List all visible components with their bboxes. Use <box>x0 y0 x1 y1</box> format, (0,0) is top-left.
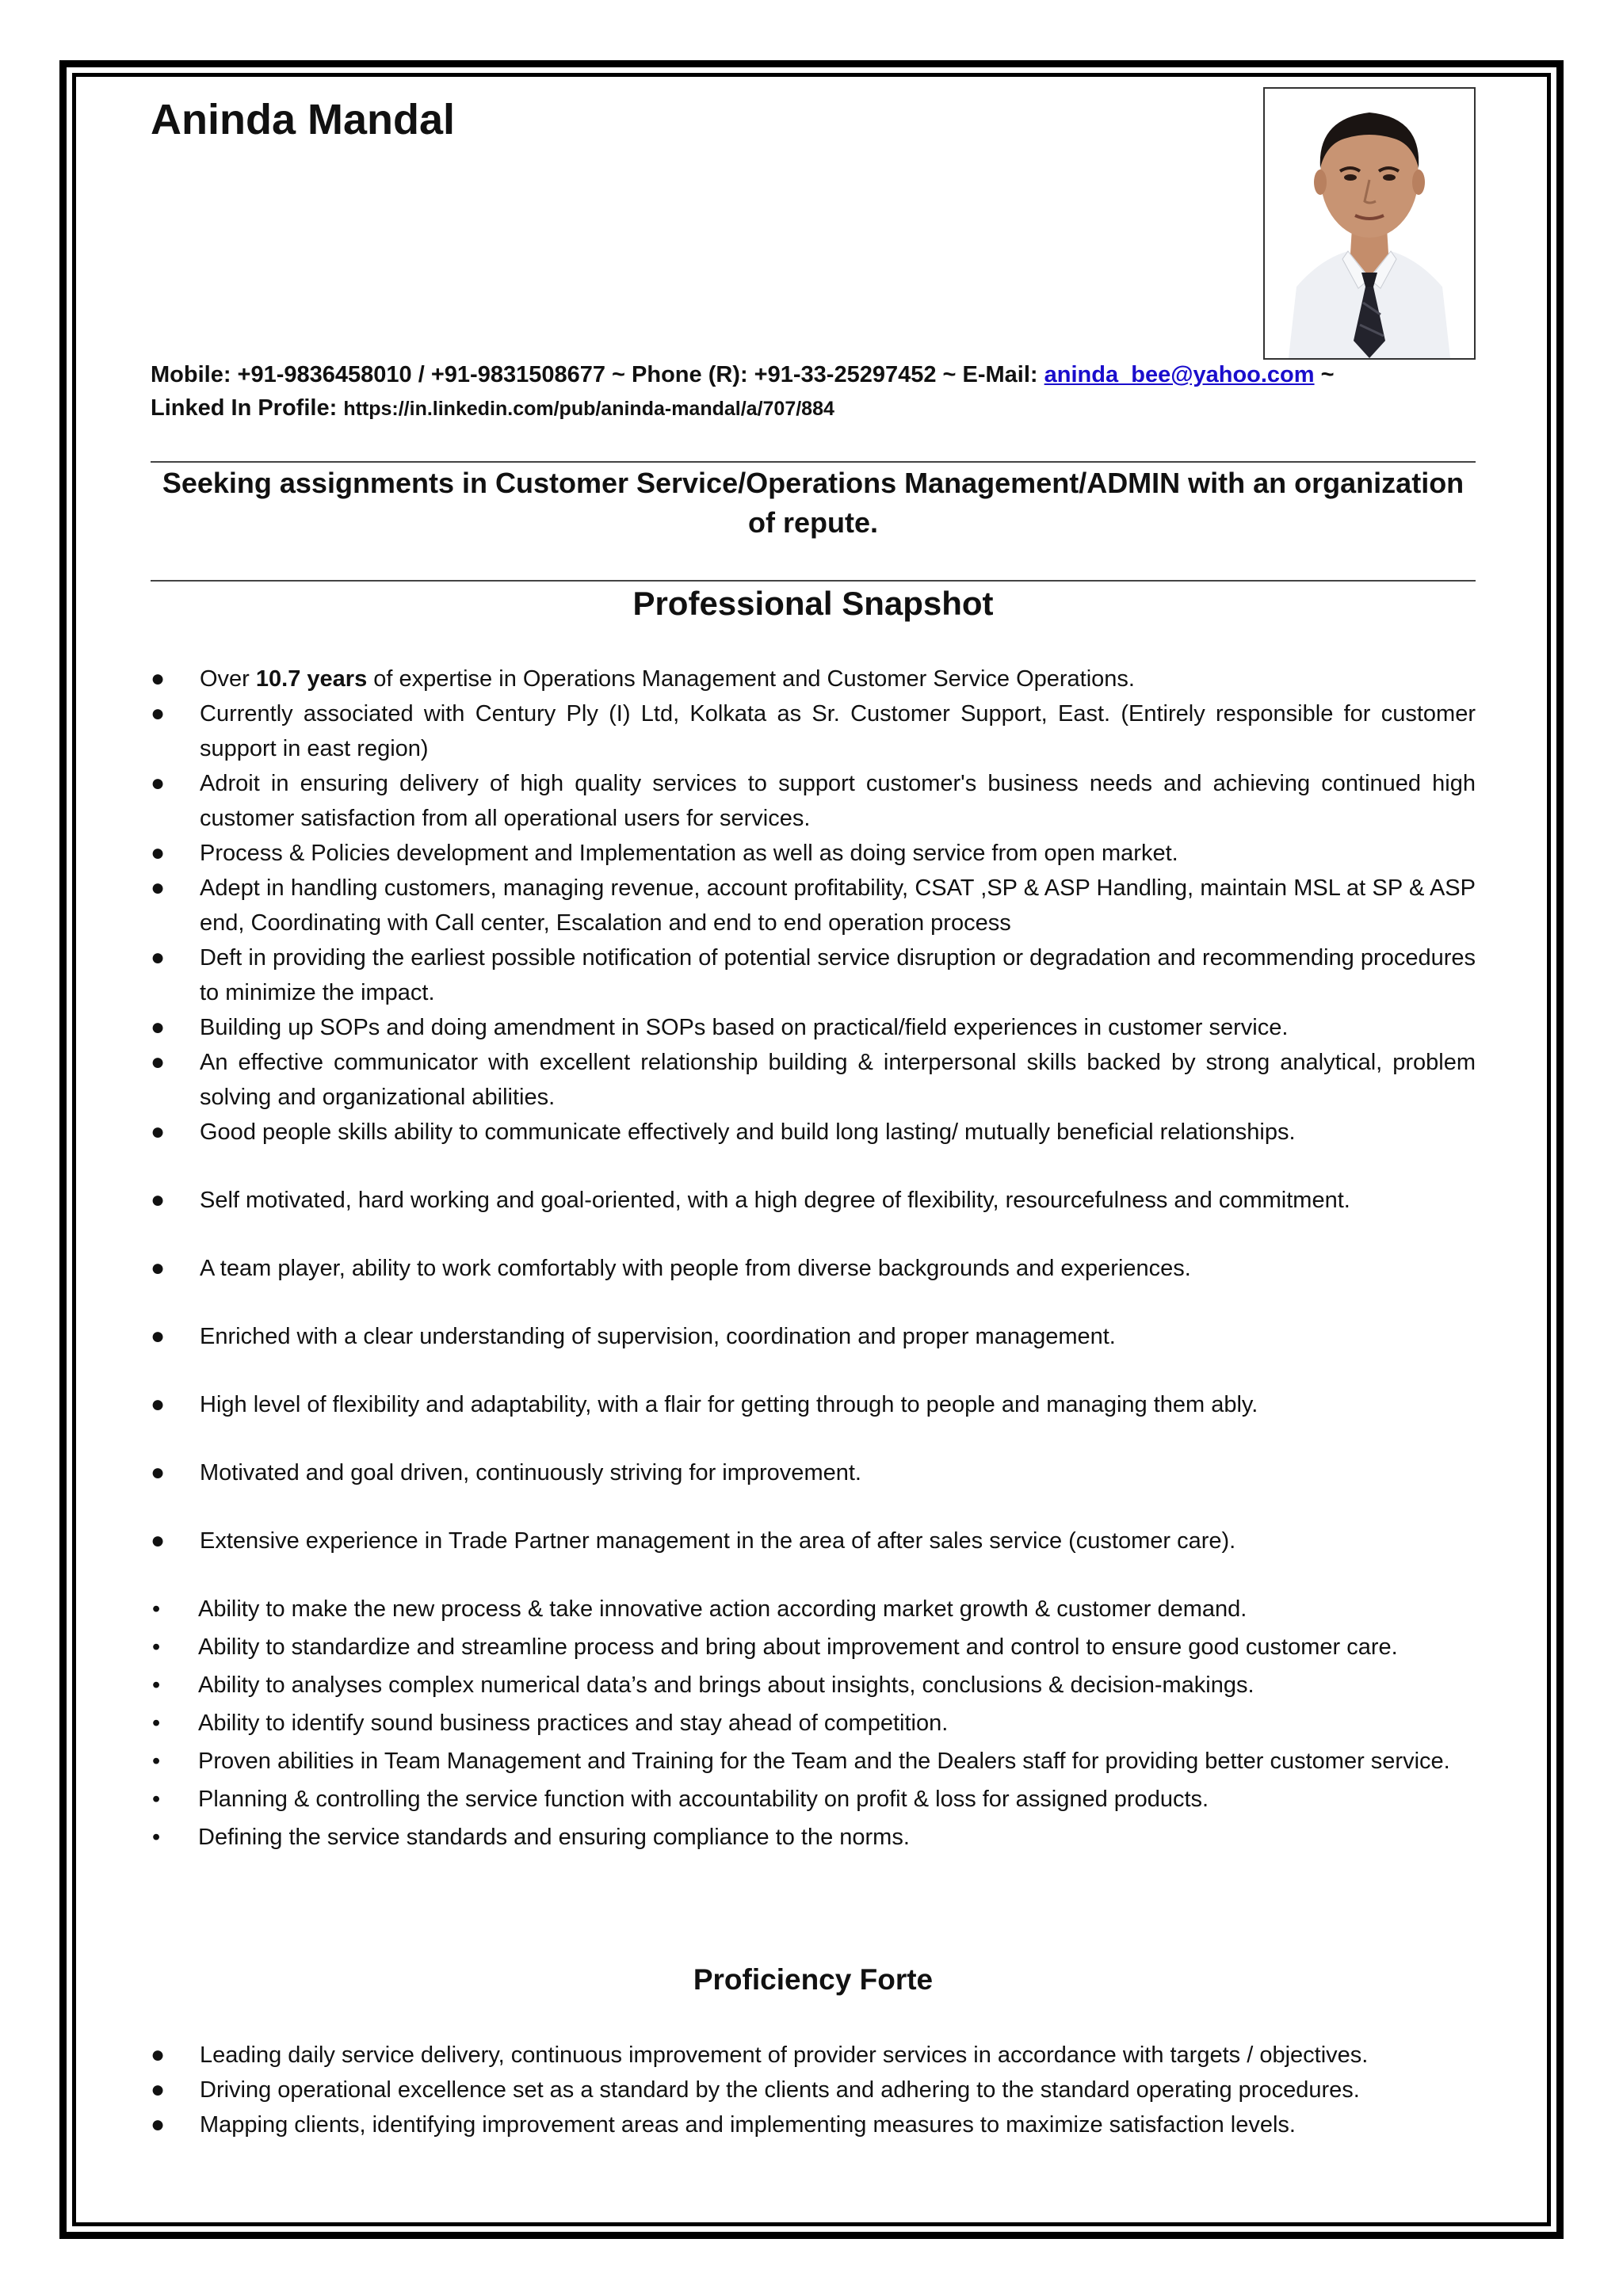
list-item <box>151 2107 1476 2142</box>
list-item <box>151 1010 1476 1045</box>
item-text: Leading daily service delivery, continuous improvement of provider services in accordance with targets / objectives. <box>200 2042 1369 2068</box>
bullet-icon: ● <box>151 1187 166 1213</box>
item-text: Self motivated, hard working and goal-oriented, with a high degree of flexibility, resourcefulness and commitment. <box>200 1188 1350 1213</box>
email-link[interactable]: aninda_bee@yahoo.com <box>1044 362 1315 387</box>
bullet-icon: ● <box>151 944 166 971</box>
candidate-name: Aninda Mandal <box>151 96 456 143</box>
list-item <box>151 836 1476 871</box>
item-text-post: of expertise in Operations Management and Customer Service Operations. <box>367 666 1135 692</box>
list-item <box>151 1524 1476 1558</box>
list-item <box>151 766 1476 836</box>
list-item <box>151 1251 1476 1286</box>
section-title-proficiency-forte: Proficiency Forte <box>693 1963 934 1996</box>
list-item <box>151 1780 1476 1818</box>
item-text-pre: Over <box>200 666 256 692</box>
item-text: Motivated and goal driven, continuously striving for improvement. <box>200 1460 861 1486</box>
divider-top <box>151 461 1476 463</box>
bullet-icon: ● <box>151 2077 166 2103</box>
bullet-icon: • <box>152 1749 161 1774</box>
bullet-icon: ● <box>151 875 166 901</box>
list-item <box>151 1704 1476 1742</box>
contact-phones: Mobile: +91-9836458010 / +91-9831508677 ~ Phone (R): +91-33-25297452 ~ E-Mail: <box>151 362 1044 387</box>
item-text: A team player, ability to work comfortably with people from diverse backgrounds and experiences. <box>200 1256 1191 1281</box>
item-text: Ability to analyses complex numerical data’s and brings about insights, conclusions & decision-makings. <box>198 1672 1254 1698</box>
bullet-icon: ● <box>151 1014 166 1040</box>
list-item <box>151 2038 1476 2073</box>
item-text: Planning & controlling the service function with accountability on profit & loss for assigned products. <box>198 1787 1209 1812</box>
list-item <box>151 2073 1476 2107</box>
item-text: An effective communicator with excellent relationship building & interpersonal skills backed by strong analytical, problem solving and organizational abilities. <box>200 1050 1476 1110</box>
list-item <box>151 1742 1476 1780</box>
contact-separator: ~ <box>1314 362 1335 387</box>
linkedin-line <box>151 391 1476 425</box>
bullet-icon: ● <box>151 1527 166 1554</box>
item-text: Ability to make the new process & take innovative action according market growth & customer demand. <box>198 1596 1247 1622</box>
item-text: Adroit in ensuring delivery of high quality services to support customer's business needs and achieving continued high customer satisfaction from all operational users for services. <box>200 771 1476 831</box>
item-text: Good people skills ability to communicate effectively and build long lasting/ mutually beneficial relationships. <box>200 1119 1296 1145</box>
list-item <box>151 940 1476 1010</box>
bullet-icon: ● <box>151 1391 166 1417</box>
bullet-icon: • <box>152 1672 161 1698</box>
item-text: Adept in handling customers, managing revenue, account profitability, CSAT ,SP & ASP Handling, maintain MSL at SP & ASP end, Coordinating with Call center, Escalation and end to end operation process <box>200 875 1476 936</box>
bullet-icon: ● <box>151 1119 166 1145</box>
bullet-icon: ● <box>151 2111 166 2138</box>
item-text: Mapping clients, identifying improvement areas and implementing measures to maximize satisfaction levels. <box>200 2112 1296 2138</box>
item-text: Deft in providing the earliest possible notification of potential service disruption or degradation and recommending procedures to minimize the impact. <box>200 945 1476 1005</box>
list-item <box>151 1628 1476 1666</box>
item-text: Driving operational excellence set as a standard by the clients and adhering to the standard operating procedures. <box>200 2077 1360 2103</box>
bullet-icon: ● <box>151 700 166 727</box>
contact-line <box>151 358 1476 391</box>
bullet-icon: • <box>152 1596 161 1622</box>
abilities-list <box>151 1590 1476 1856</box>
item-text: Proven abilities in Team Management and Training for the Team and the Dealers staff for providing better customer service. <box>198 1749 1450 1774</box>
portrait-illustration <box>1265 89 1474 358</box>
bullet-icon: ● <box>151 770 166 796</box>
list-item <box>151 1818 1476 1856</box>
item-text: Extensive experience in Trade Partner management in the area of after sales service (customer care). <box>200 1528 1236 1554</box>
profile-photo <box>1263 87 1476 360</box>
snapshot-list <box>151 662 1476 1558</box>
bullet-icon: ● <box>151 1459 166 1486</box>
bullet-icon: • <box>152 1825 161 1850</box>
bullet-icon: ● <box>151 840 166 866</box>
bullet-icon: ● <box>151 2042 166 2068</box>
list-item <box>151 1183 1476 1218</box>
list-item <box>151 1387 1476 1422</box>
bullet-icon: ● <box>151 1323 166 1349</box>
bullet-icon: ● <box>151 666 166 692</box>
bullet-icon: • <box>152 1787 161 1812</box>
experience-years: 10.7 years <box>255 666 368 692</box>
item-text: High level of flexibility and adaptability, with a flair for getting through to people and managing them ably. <box>200 1392 1258 1417</box>
list-item <box>151 1115 1476 1150</box>
bullet-icon: • <box>152 1711 161 1736</box>
section-title-professional-snapshot: Professional Snapshot <box>632 585 994 622</box>
linkedin-label: Linked In Profile: <box>151 395 344 421</box>
list-item <box>151 1455 1476 1490</box>
list-item <box>151 662 1476 696</box>
item-text: Ability to identify sound business practices and stay ahead of competition. <box>198 1711 949 1736</box>
career-objective: Seeking assignments in Customer Service/Operations Management/ADMIN with an organization of repute. <box>162 467 1465 539</box>
linkedin-url[interactable]: https://in.linkedin.com/pub/aninda-mandal/a/707/884 <box>343 398 834 420</box>
list-item <box>151 696 1476 766</box>
contact-details <box>151 358 1476 425</box>
item-text: Defining the service standards and ensuring compliance to the norms. <box>198 1825 910 1850</box>
item-text: Currently associated with Century Ply (I) Ltd, Kolkata as Sr. Customer Support, East. (Entirely responsible for customer support in east region) <box>200 701 1476 761</box>
bullet-icon: ● <box>151 1049 166 1075</box>
list-item <box>151 871 1476 940</box>
bullet-icon: • <box>152 1634 161 1660</box>
list-item <box>151 1590 1476 1628</box>
bullet-icon: ● <box>151 1255 166 1281</box>
item-text: Enriched with a clear understanding of supervision, coordination and proper management. <box>200 1324 1116 1349</box>
list-item <box>151 1666 1476 1704</box>
divider-bottom <box>151 580 1476 582</box>
list-item <box>151 1319 1476 1354</box>
list-item <box>151 1045 1476 1115</box>
item-text: Process & Policies development and Implementation as well as doing service from open market. <box>200 841 1178 866</box>
forte-list <box>151 2038 1476 2142</box>
item-text: Building up SOPs and doing amendment in SOPs based on practical/field experiences in customer service. <box>200 1015 1289 1040</box>
item-text: Ability to standardize and streamline process and bring about improvement and control to ensure good customer care. <box>198 1634 1398 1660</box>
